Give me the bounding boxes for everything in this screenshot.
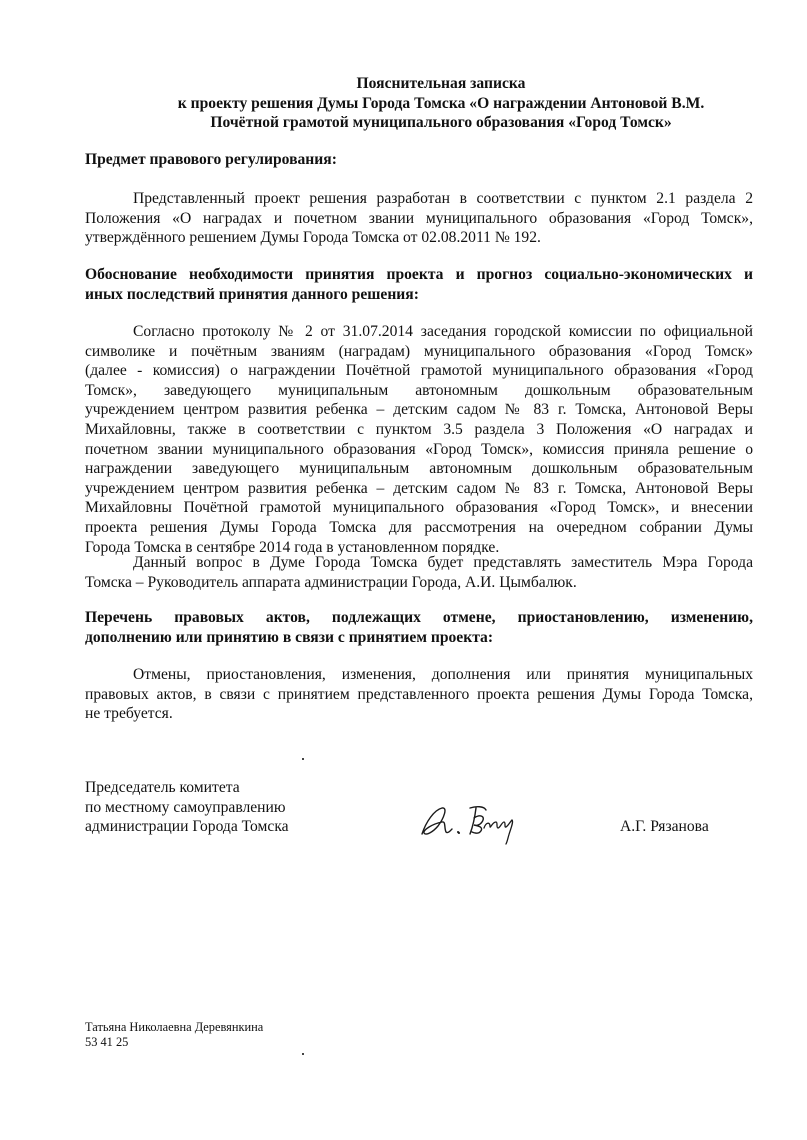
section-heading-regulation-subject: Предмет правового регулирования: <box>85 151 337 168</box>
paragraph-line: Михайловны, также в соответствии с пунктом 3.5 раздела 3 Положения «О наградах и <box>85 420 753 438</box>
paragraph-line: почетном звании муниципального образования «Город Томск», комиссия приняла решение о <box>85 440 753 458</box>
position-line: Председатель комитета <box>85 779 240 796</box>
signatory-position <box>85 778 289 837</box>
heading-line: Перечень правовых актов, подлежащих отмене, приостановлению, изменению, <box>85 609 753 626</box>
position-line: по местному самоуправлению <box>85 798 286 816</box>
paragraph-line: учреждением центром развития ребенка – детским садом № 83 г. Томска, Антоновой Веры <box>85 479 753 497</box>
section-heading-legal-acts <box>85 608 753 647</box>
paragraph-line: (далее - комиссия) о награждении Почётной грамотой муниципального образования «Город <box>85 362 753 380</box>
handwritten-signature-icon <box>418 800 528 845</box>
scan-speck <box>302 1053 304 1055</box>
executor-info <box>85 1020 263 1050</box>
title-line: Пояснительная записка <box>356 75 526 92</box>
paragraph-line: Представленный проект решения разработан в соответствии с пунктом 2.1 раздела 2 <box>133 190 753 207</box>
position-line: администрации Города Томска <box>85 818 289 835</box>
paragraph-legal-acts <box>85 665 753 724</box>
title-line: Почётной грамотой муниципального образования «Город Томск» <box>210 114 672 131</box>
paragraph-line: утверждённого решением Думы Города Томска от 02.08.2011 № 192. <box>85 229 541 247</box>
paragraph-presenter <box>85 553 753 592</box>
paragraph-line: Согласно протоколу № 2 от 31.07.2014 заседания городской комиссии по официальной <box>133 323 753 340</box>
heading-line: Обоснование необходимости принятия проекта и прогноз социально-экономических и <box>85 266 753 283</box>
paragraph-line: проекта решения Думы Города Томска для рассмотрения на очередном собрании Думы <box>85 518 753 536</box>
signatory-name: А.Г. Рязанова <box>620 818 709 835</box>
executor-name: Татьяна Николаевна Деревянкина <box>85 1020 264 1034</box>
paragraph-line: Томска – Руководитель аппарата администрации Города, А.И. Цымбалюк. <box>85 573 577 591</box>
paragraph-line: символике и почётным званиям (наградам) муниципального образования «Город Томск» <box>85 342 753 360</box>
executor-phone: 53 41 25 <box>85 1034 129 1049</box>
paragraph-protocol <box>85 322 753 557</box>
paragraph-line: награждении заведующего муниципальным автономным дошкольным образовательным <box>85 460 753 478</box>
paragraph-line: учреждением центром развития ребенка – детским садом № 83 г. Томска, Антоновой Веры <box>85 401 753 419</box>
paragraph-line: Томск», заведующего муниципальным автономным дошкольным образовательным <box>85 381 753 399</box>
paragraph-line: Отмены, приостановления, изменения, дополнения или принятия муниципальных <box>133 666 753 683</box>
paragraph-line: Михайловны Почётной грамотой муниципального образования «Город Томск», и внесении <box>85 499 753 517</box>
paragraph-regulation-subject <box>85 189 753 248</box>
paragraph-line: не требуется. <box>85 705 173 723</box>
scan-speck <box>302 758 304 760</box>
document-title <box>80 74 802 133</box>
paragraph-line: Города Томска в сентябре 2014 года в установленном порядке. <box>85 538 500 556</box>
heading-line: иных последствий принятия данного решения: <box>85 285 419 303</box>
section-heading-justification <box>85 265 753 304</box>
paragraph-line: Данный вопрос в Думе Города Томска будет представлять заместитель Мэра Города <box>133 554 753 571</box>
heading-line: дополнению или принятию в связи с принятием проекта: <box>85 628 494 646</box>
title-line: к проекту решения Думы Города Томска «О награждении Антоновой В.М. <box>177 94 705 112</box>
paragraph-line: Положения «О наградах и почетном звании муниципального образования «Город Томск», <box>85 209 753 227</box>
paragraph-line: правовых актов, в связи с принятием представленного проекта решения Думы Города Томска, <box>85 685 753 703</box>
